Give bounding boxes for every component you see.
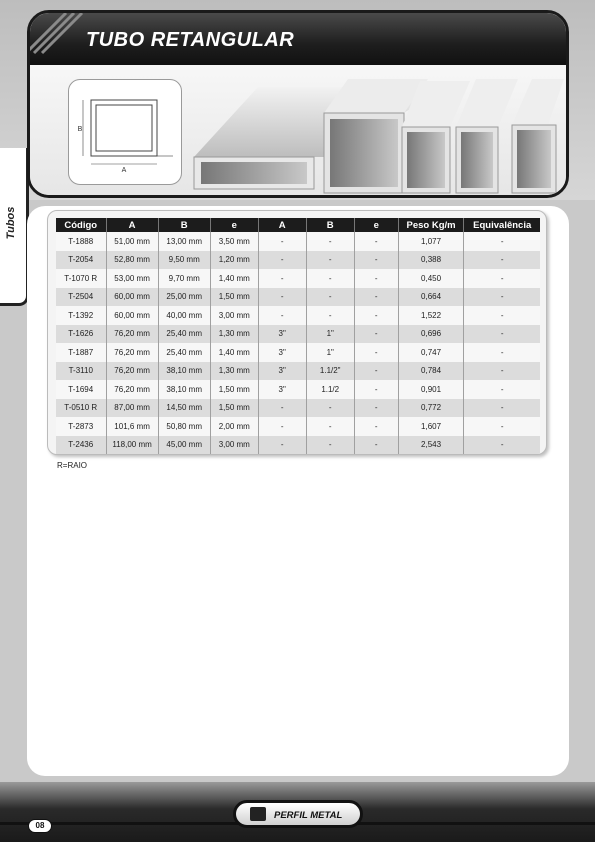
table-row (56, 362, 540, 381)
table-cell: 25,40 mm (158, 325, 210, 344)
table-cell: - (464, 362, 540, 381)
table-cell: 101,6 mm (106, 417, 158, 436)
side-tab-label: Tubos (5, 206, 17, 240)
table-cell: 1,522 (398, 306, 464, 325)
table-cell: 1,50 mm (210, 399, 258, 418)
tubes-illustration (188, 69, 568, 195)
table-cell: 3" (258, 343, 306, 362)
table-cell: - (258, 269, 306, 288)
table-row (56, 232, 540, 251)
table-cell: 1,077 (398, 232, 464, 251)
table-cell: - (306, 306, 354, 325)
table-cell: - (464, 343, 540, 362)
table-cell: 0,696 (398, 325, 464, 344)
table-cell: - (464, 251, 540, 270)
table-cell: - (306, 417, 354, 436)
table-cell: 40,00 mm (158, 306, 210, 325)
table-cell: T-1887 (68, 347, 94, 357)
table-cell: - (306, 399, 354, 418)
table-cell: 1,40 mm (210, 269, 258, 288)
table-cell: 1,30 mm (210, 325, 258, 344)
table-cell: 2,543 (398, 436, 464, 455)
table-cell: 118,00 mm (106, 436, 158, 455)
table-cell: 25,00 mm (158, 288, 210, 307)
table-cell: - (306, 251, 354, 270)
table-cell: 0,747 (398, 343, 464, 362)
table-cell: 76,20 mm (106, 362, 158, 381)
table-cell: 1.1/2 (306, 380, 354, 399)
cross-section-diagram (68, 79, 182, 185)
table-cell: 38,10 mm (158, 380, 210, 399)
table-cell: T-3110 (68, 366, 93, 376)
col-header-peso: Peso Kg/m (398, 218, 464, 232)
table-cell: 9,70 mm (158, 269, 210, 288)
header-box (27, 10, 569, 198)
table-cell: 1,40 mm (210, 343, 258, 362)
table-cell: 3,50 mm (210, 232, 258, 251)
table-row (56, 343, 540, 362)
table-cell: 53,00 mm (106, 269, 158, 288)
table-row (56, 380, 540, 399)
table-cell: 0,450 (398, 269, 464, 288)
table-cell: 76,20 mm (106, 380, 158, 399)
table-cell: - (354, 232, 398, 251)
table-cell: 1,30 mm (210, 362, 258, 381)
specifications-table (56, 218, 540, 454)
table-cell: - (464, 417, 540, 436)
table-cell: - (258, 306, 306, 325)
table-cell: - (354, 325, 398, 344)
table-cell: 1.1/2" (306, 362, 354, 381)
table-row (56, 325, 540, 344)
table-cell: 0,784 (398, 362, 464, 381)
table-cell: - (306, 288, 354, 307)
table-cell: - (354, 269, 398, 288)
table-cell: - (464, 232, 540, 251)
table-cell: - (464, 380, 540, 399)
table-cell: - (354, 380, 398, 399)
table-cell: 0,388 (398, 251, 464, 270)
stripes-decoration (30, 13, 90, 65)
table-cell: T-1070 R (64, 273, 98, 283)
table-cell: 45,00 mm (158, 436, 210, 455)
table-cell: - (258, 251, 306, 270)
table-cell: 14,50 mm (158, 399, 210, 418)
table-cell: T-2054 (68, 255, 94, 265)
brand-icon (250, 807, 266, 821)
table-cell: 3,00 mm (210, 436, 258, 455)
table-header-row (56, 218, 540, 232)
table-cell: 76,20 mm (106, 325, 158, 344)
table-cell: 50,80 mm (158, 417, 210, 436)
table-row (56, 399, 540, 418)
table-cell: - (258, 288, 306, 307)
table-cell: 1" (306, 343, 354, 362)
table-row (56, 436, 540, 455)
table-cell: 38,10 mm (158, 362, 210, 381)
table-cell: - (354, 362, 398, 381)
table-cell: 13,00 mm (158, 232, 210, 251)
table-cell: 1,607 (398, 417, 464, 436)
table-cell: 60,00 mm (106, 306, 158, 325)
table-cell: - (306, 436, 354, 455)
table-row (56, 288, 540, 307)
table-row (56, 306, 540, 325)
table-cell: - (258, 232, 306, 251)
col-header-equivalencia: Equivalência (464, 218, 540, 232)
table-cell: - (354, 399, 398, 418)
table-cell: 3" (258, 380, 306, 399)
table-cell: T-2873 (68, 421, 94, 431)
table-cell: - (306, 232, 354, 251)
table-cell: T-1694 (68, 384, 94, 394)
table-cell: 51,00 mm (106, 232, 158, 251)
table-cell: 52,80 mm (106, 251, 158, 270)
table-cell: T-1888 (68, 236, 94, 246)
footnote: R=RAIO (57, 461, 88, 470)
illustration-area (30, 65, 566, 195)
table-cell: 9,50 mm (158, 251, 210, 270)
table-cell: 1,50 mm (210, 288, 258, 307)
table-cell: T-0510 R (64, 403, 98, 413)
table-cell: - (354, 436, 398, 455)
table-cell: T-2504 (68, 292, 94, 302)
table-cell: 3,00 mm (210, 306, 258, 325)
col-header-b-mm: B (158, 218, 210, 232)
table-cell: 1,50 mm (210, 380, 258, 399)
table-cell: 1" (306, 325, 354, 344)
title-bar (30, 13, 566, 65)
table-cell: 3" (258, 325, 306, 344)
col-header-e-mm: e (210, 218, 258, 232)
table-cell: 76,20 mm (106, 343, 158, 362)
table-cell: - (464, 436, 540, 455)
table-cell: - (354, 251, 398, 270)
table-row (56, 269, 540, 288)
table-cell: - (306, 269, 354, 288)
table-row (56, 251, 540, 270)
table-cell: - (354, 417, 398, 436)
brand-logo (233, 800, 363, 828)
col-header-b-inch: B (306, 218, 354, 232)
table-cell: - (464, 288, 540, 307)
page-number: 08 (28, 819, 52, 833)
table-cell: 25,40 mm (158, 343, 210, 362)
col-header-codigo: Código (64, 219, 98, 231)
table-row (56, 417, 540, 436)
table-cell: T-1392 (68, 310, 94, 320)
table-cell: - (258, 399, 306, 418)
table-cell: 0,901 (398, 380, 464, 399)
table-cell: 60,00 mm (106, 288, 158, 307)
dimension-a-label: A (121, 167, 127, 174)
table-cell: - (464, 269, 540, 288)
table-cell: 87,00 mm (106, 399, 158, 418)
brand-name: PERFIL METAL (274, 810, 343, 821)
dimension-b-label: B (77, 126, 83, 133)
table-cell: - (258, 436, 306, 455)
rectangle-tube-section-icon (69, 80, 181, 184)
col-header-a-mm: A (106, 218, 158, 232)
table-cell: 3" (258, 362, 306, 381)
table-cell: - (354, 288, 398, 307)
table-cell: - (354, 343, 398, 362)
table-cell: - (464, 399, 540, 418)
table-cell: 1,20 mm (210, 251, 258, 270)
table-cell: - (258, 417, 306, 436)
table-cell: T-1626 (68, 329, 94, 339)
table-cell: 2,00 mm (210, 417, 258, 436)
table-cell: - (464, 325, 540, 344)
table-cell: T-2436 (68, 440, 94, 450)
table-cell: - (354, 306, 398, 325)
table-cell: 0,664 (398, 288, 464, 307)
table-cell: - (464, 306, 540, 325)
col-header-a-inch: A (258, 218, 306, 232)
col-header-e-inch: e (354, 218, 398, 232)
table-cell: 0,772 (398, 399, 464, 418)
page-title: TUBO RETANGULAR (86, 29, 295, 51)
